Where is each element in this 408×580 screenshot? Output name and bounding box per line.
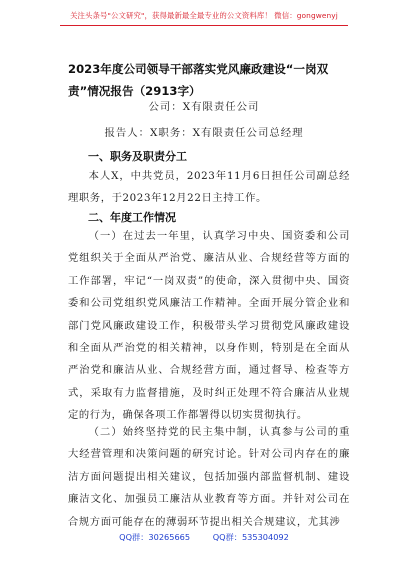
paragraph-duties: 本人X，中共党员，2023年11月6日担任公司副总经理职务，于2023年12月22日主持工作。 [68,170,350,205]
company-line: 公司：X有限责任公司 [148,101,260,113]
section-heading-annual-work: 二、年度工作情况 [88,211,176,224]
footer-contact [0,532,408,543]
paragraph-annual-work-2: （二）始终坚持党的民主集中制，认真参与公司的重大经营管理和决策问题的研究讨论。针对公司内存在的廉洁方面问题提出相关建议，包括加强内部监督机制、建设廉洁文化、加强员工廉洁从业教育等方面。并针对公司在合规方面可能存在的薄弱环节提出相关合规建议，尤其涉 [68,426,350,528]
section-heading-duties: 一、职务及职责分工 [88,150,187,163]
footer-qq-group-2: QQ群：535304092 [212,532,289,542]
paragraph-annual-work-1: （一）在过去一年里，认真学习中央、国资委和公司党组织关于全面从严治党、廉洁从业、合规经营等方面的工作部署，牢记“一岗双责”的使命，深入贯彻中央、国资委和公司党组织党风廉洁工作精神。全面开展分管企业和部门党风廉政建设工作，积极带头学习贯彻党风廉政建设和全面从严治党的相关精神，以身作则，特别是在全面从严治党和廉洁从业、合规经营方面，通过督导、检查等方式，采取有力监督措施，及时纠正处理不符合廉洁从业规定的行为，确保各项工作都署得以切实贯彻执行。 [68,230,350,422]
footer-qq-group-1: QQ群：30265665 [119,532,191,542]
document-title: 2023年度公司领导干部落实党风廉政建设“一岗双责”情况报告（2913字） [68,62,329,98]
banner-divider [60,25,348,26]
promo-banner: 关注头条号"公文研究"，获得最新最全最专业的公文资料库！ 微信：gongwenyj [70,11,338,20]
reporter-line: 报告人：X职务：X有限责任公司总经理 [104,127,304,139]
